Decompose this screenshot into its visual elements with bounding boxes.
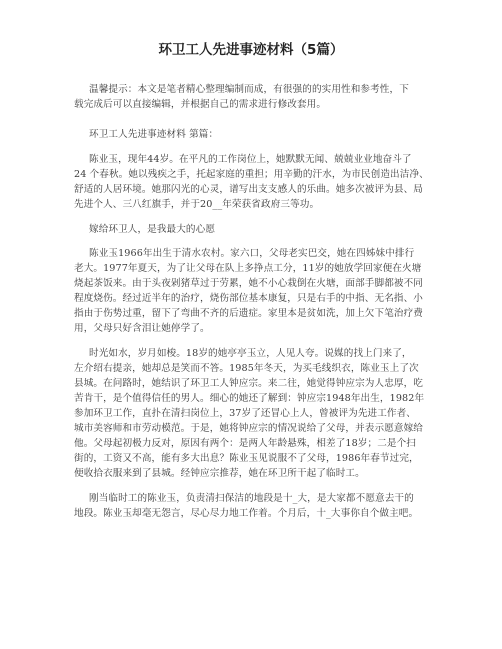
body-line: 参加环卫工作，直扑在清扫岗位上，37岁了还冒心上人，曾被评为先进工作者、 xyxy=(74,408,416,419)
body-line: 县城。在问路时，她结识了环卫工人钟应宗。来二往，她觉得钟应宗为人忠厚，吃 xyxy=(74,378,423,389)
body-line: 城市美容师和市劳动模范。于是，她将钟应宗的情况说给了父母，并表示愿意嫁给 xyxy=(74,423,423,434)
body-line: 老大。1977年夏天，为了让父母在队上多挣点工分，11岁的她放学回家便在火塘 xyxy=(74,263,422,274)
section-heading: 嫁给环卫人，是我最大的心愿 xyxy=(89,224,216,235)
body-line: 街的，工资又不高，能有多大出息？陈业玉见说服不了父母，1986年春节过完， xyxy=(74,453,419,464)
body-line: 陈业玉，现年44岁。在平凡的工作岗位上，她默默无闻、兢兢业业地奋斗了 xyxy=(89,154,412,165)
document-title: 环卫工人先进事迹材料（5篇） xyxy=(158,42,344,58)
body-line: 用，父母只好含泪让她停学了。 xyxy=(74,323,210,334)
body-line: 载完成后可以直接编辑，并根据自己的需求进行修改套用。 xyxy=(74,99,327,110)
body-line: 陈业玉1966年出生于清水农村。家六口，父母老实巴交，她在四姊妹中排行 xyxy=(89,248,415,259)
body-line: 程度烧伤。经过近半年的治疗，烧伤部位基本康复，只是右手的中指、无名指、小 xyxy=(74,293,423,304)
body-line: 他。父母起初极力反对，原因有两个：是两人年龄悬殊，相差了18岁；二是个扫 xyxy=(74,438,416,449)
body-line: 便收拾衣服来到了县城。经钟应宗推荐，她在环卫所干起了临时工。 xyxy=(74,468,365,479)
body-line: 舒适的人居环境。她那闪光的心灵，谱写出支支感人的乐曲。她多次被评为县、局 xyxy=(74,184,423,195)
body-line: 烧起茶饭来。由于头夜剁猪草过于劳累，她不小心栽倒在火塘，面部手脚都被不同 xyxy=(74,278,423,289)
body-line: 刚当临时工的陈业玉，负责清扫保洁的地段是十_大，是大家都不愿意去干的 xyxy=(89,493,414,504)
body-line: 先进个人、三八红旗手，并于20__年荣获省政府三等功。 xyxy=(74,199,320,210)
body-line: 指由于伤势过重，留下了弯曲不齐的后遗症。家里本是贫如洗，加上欠下笔治疗费 xyxy=(74,308,423,319)
section-heading: 环卫工人先进事迹材料 第篇： xyxy=(89,129,219,140)
body-line: 时光如水，岁月如梭。18岁的她亭亭玉立，人见人夸。说媒的找上门来了， xyxy=(89,348,412,359)
body-line: 苦肯干，是个值得信任的男人。细心的她还了解到：钟应宗1948年出生，1982年 xyxy=(74,393,425,404)
body-line: 左介绍右提亲，她却总是笑而不答。1985年冬天，为买毛线织衣，陈业玉上了次 xyxy=(74,363,419,374)
body-line: 地段。陈业玉却毫无怨言，尽心尽力地工作着。个月后，十_大事你自个做主吧。 xyxy=(74,508,419,519)
body-line: 温馨提示：本文是笔者精心整理编制而成，有很强的的实用性和参考性，下 xyxy=(89,84,409,95)
body-line: 24 个春秋。她以残疾之手，托起家庭的重担；用辛勤的汗水，为市民创造出洁净、 xyxy=(74,169,429,180)
